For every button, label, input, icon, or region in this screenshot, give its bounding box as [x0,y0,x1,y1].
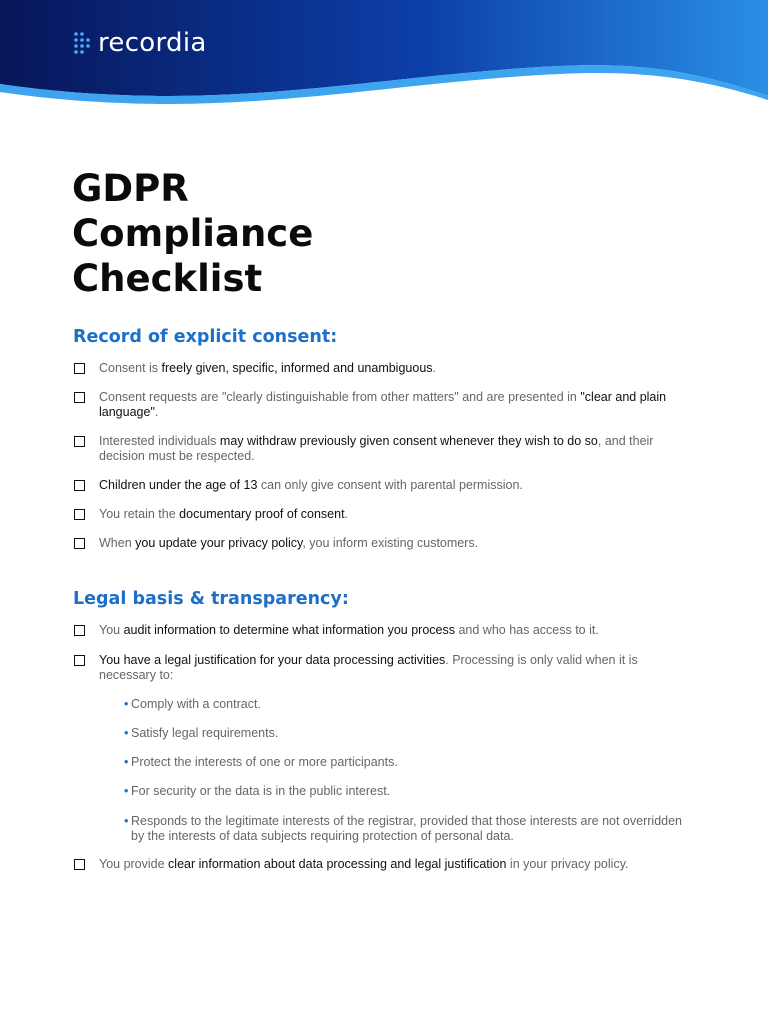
bullet-icon: • [124,814,129,828]
checklist-item-text: You retain the documentary proof of consent. [99,507,349,521]
sub-list-item [124,814,696,844]
bullet-icon: • [124,784,129,798]
section-title-consent: Record of explicit consent: [73,327,338,347]
checklist-item [74,623,696,638]
checkbox-icon[interactable] [74,509,85,520]
checklist-item [74,434,696,464]
page-title [72,166,313,301]
checklist-item [74,361,696,376]
title-line: Checklist [72,257,263,300]
checkbox-icon[interactable] [74,436,85,447]
checklist-item [74,653,696,683]
sub-list-item-text: Satisfy legal requirements. [131,726,279,740]
checkbox-icon[interactable] [74,392,85,403]
sub-list-item-text: Protect the interests of one or more participants. [131,755,398,769]
logo-dots-icon [72,30,92,56]
checklist-item-text: You provide clear information about data processing and legal justification in your privacy policy. [99,857,629,871]
title-line: GDPR [72,167,189,210]
sub-list-item-text: Comply with a contract. [131,697,261,711]
sub-list-item-text: Responds to the legitimate interests of the registrar, provided that those interests are not overridden by the interests of data subjects requiring protection of personal data. [131,814,683,843]
sub-list-item [124,755,696,770]
checklist-item [74,536,696,551]
checklist-item [74,390,696,420]
bullet-icon: • [124,697,129,711]
checklist-item-text: Consent is freely given, specific, informed and unambiguous. [99,361,436,375]
checklist-item [74,507,696,522]
checkbox-icon[interactable] [74,538,85,549]
checklist-item [74,857,696,872]
checklist-item-text: Interested individuals may withdraw previously given consent whenever they wish to do so, and their decision must be respected. [99,434,654,463]
bullet-icon: • [124,755,129,769]
checkbox-icon[interactable] [74,480,85,491]
bullet-icon: • [124,726,129,740]
title-line: Compliance [72,212,314,255]
checklist-item-text: Children under the age of 13 can only give consent with parental permission. [99,478,523,492]
checklist-item-text: When you update your privacy policy, you inform existing customers. [99,536,479,550]
checkbox-icon[interactable] [74,625,85,636]
sub-list-item [124,784,696,799]
sub-list-item [124,697,696,712]
sub-list-item [124,726,696,741]
brand-name: recordia [98,28,207,58]
checklist-item-text: You audit information to determine what information you process and who has access to it. [99,623,599,637]
section-title-legal-basis: Legal basis & transparency: [73,589,349,609]
recordia-logo [72,28,207,58]
checklist-item [74,478,696,493]
checkbox-icon[interactable] [74,859,85,870]
checklist-item-text: You have a legal justification for your data processing activities. Processing is only valid when it is necessary to: [99,653,638,682]
checklist-item-text: Consent requests are "clearly distinguishable from other matters" and are presented in "clear and plain language". [99,390,667,419]
checkbox-icon[interactable] [74,363,85,374]
checkbox-icon[interactable] [74,655,85,666]
sub-list-item-text: For security or the data is in the public interest. [131,784,391,798]
